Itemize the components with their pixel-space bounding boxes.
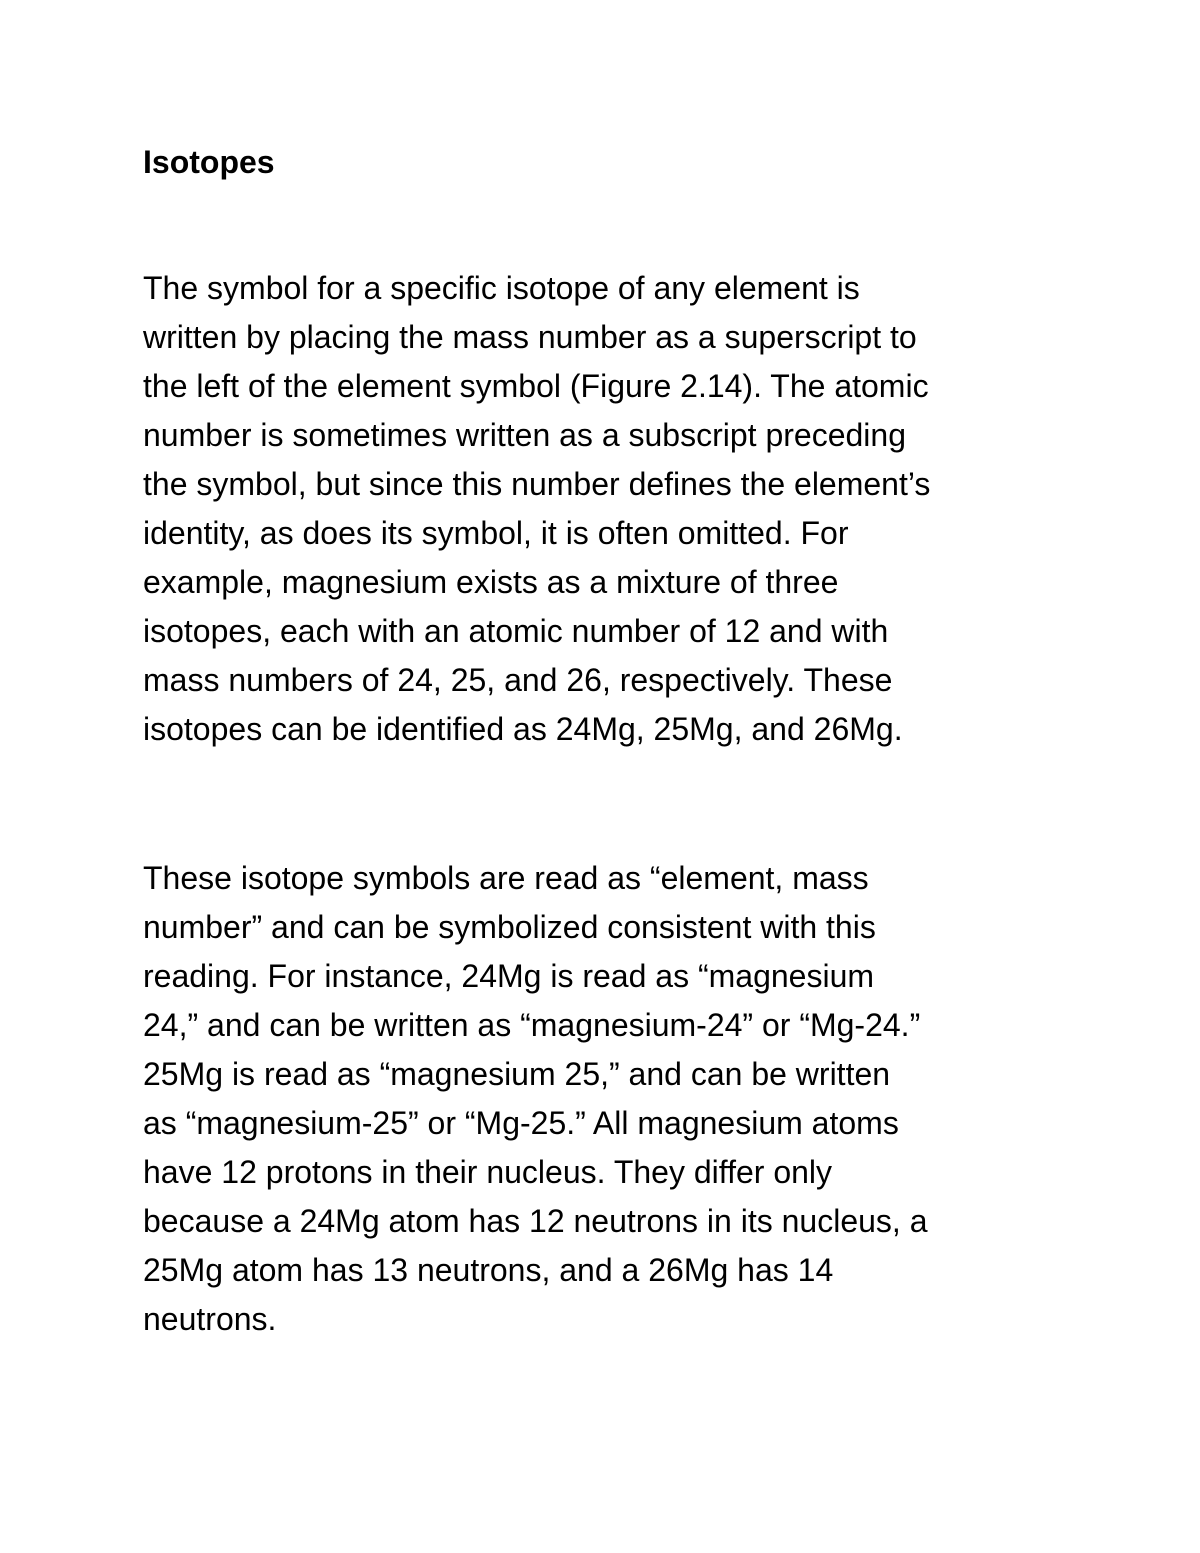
paragraph-line: 25Mg is read as “magnesium 25,” and can be written: [143, 1056, 891, 1092]
document-title: Isotopes: [143, 144, 275, 180]
paragraph-line: identity, as does its symbol, it is often omitted. For: [143, 515, 849, 551]
paragraph-line: mass numbers of 24, 25, and 26, respectively. These: [143, 662, 893, 698]
paragraph-line: have 12 protons in their nucleus. They differ only: [143, 1154, 833, 1190]
paragraph-line: isotopes can be identified as 24Mg, 25Mg, and 26Mg.: [143, 711, 903, 747]
paragraph-line: because a 24Mg atom has 12 neutrons in its nucleus, a: [143, 1203, 928, 1239]
paragraph-line: written by placing the mass number as a superscript to: [143, 319, 917, 355]
paragraph-line: number” and can be symbolized consistent with this: [143, 909, 876, 945]
paragraph-line: The symbol for a specific isotope of any element is: [143, 270, 860, 306]
paragraph-line: neutrons.: [143, 1301, 277, 1337]
paragraph-line: as “magnesium-25” or “Mg-25.” All magnesium atoms: [143, 1105, 899, 1141]
paragraph-line: 24,” and can be written as “magnesium-24” or “Mg-24.”: [143, 1007, 921, 1043]
paragraph-line: reading. For instance, 24Mg is read as “magnesium: [143, 958, 875, 994]
paragraph-line: 25Mg atom has 13 neutrons, and a 26Mg has 14: [143, 1252, 834, 1288]
paragraph-line: isotopes, each with an atomic number of 12 and with: [143, 613, 889, 649]
paragraph-line: the left of the element symbol (Figure 2.14). The atomic: [143, 368, 929, 404]
paragraph-line: These isotope symbols are read as “element, mass: [143, 860, 869, 896]
paragraph-line: number is sometimes written as a subscript preceding: [143, 417, 906, 453]
paragraph-line: the symbol, but since this number defines the element’s: [143, 466, 931, 502]
paragraph-line: example, magnesium exists as a mixture of three: [143, 564, 839, 600]
